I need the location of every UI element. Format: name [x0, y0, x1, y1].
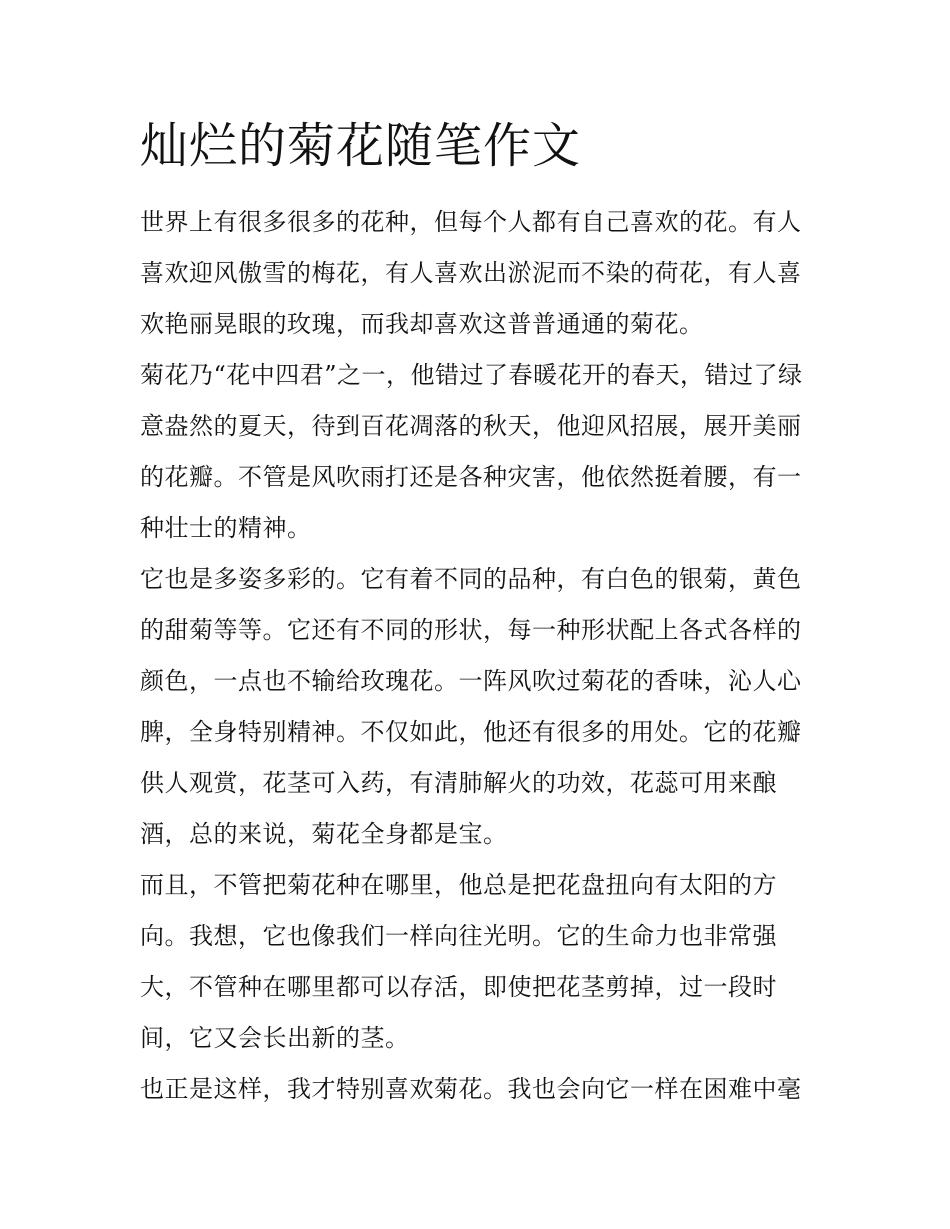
text-line: 世界上有很多很多的花种，但每个人都有自己喜欢的花。有人 — [140, 208, 802, 236]
text-line: 颜色，一点也不输给玫瑰花。一阵风吹过菊花的香味，沁人心 — [140, 667, 802, 695]
text-line: 菊花乃“花中四君”之一，他错过了春暖花开的春天，错过了绿 — [140, 361, 803, 389]
text-line: 大，不管种在哪里都可以存活，即使把花茎剪掉，过一段时 — [140, 973, 777, 1001]
text-line: 而且，不管把菊花种在哪里，他总是把花盘扭向有太阳的方 — [140, 871, 777, 899]
document-title: 灿烂的菊花随笔作文 — [140, 118, 582, 174]
text-line: 欢艳丽晃眼的玫瑰，而我却喜欢这普普通通的菊花。 — [140, 310, 704, 338]
text-line: 也正是这样，我才特别喜欢菊花。我也会向它一样在困难中毫 — [140, 1075, 802, 1103]
text-line: 的花瓣。不管是风吹雨打还是各种灾害，他依然挺着腰，有一 — [140, 463, 802, 491]
text-line: 种壮士的精神。 — [140, 514, 312, 542]
text-line: 供人观赏，花茎可入药，有清肺解火的功效，花蕊可用来酿 — [140, 769, 777, 797]
text-line: 喜欢迎风傲雪的梅花，有人喜欢出淤泥而不染的荷花，有人喜 — [140, 259, 802, 287]
text-line: 脾，全身特别精神。不仅如此，他还有很多的用处。它的花瓣 — [140, 718, 802, 746]
text-line: 它也是多姿多彩的。它有着不同的品种，有白色的银菊，黄色 — [140, 565, 802, 593]
text-line: 意盎然的夏天，待到百花凋落的秋天，他迎风招展，展开美丽 — [140, 412, 802, 440]
text-line: 酒，总的来说，菊花全身都是宝。 — [140, 820, 508, 848]
text-line: 的甜菊等等。它还有不同的形状，每一种形状配上各式各样的 — [140, 616, 802, 644]
text-line: 向。我想，它也像我们一样向往光明。它的生命力也非常强 — [140, 922, 777, 950]
text-line: 间，它又会长出新的茎。 — [140, 1024, 410, 1052]
